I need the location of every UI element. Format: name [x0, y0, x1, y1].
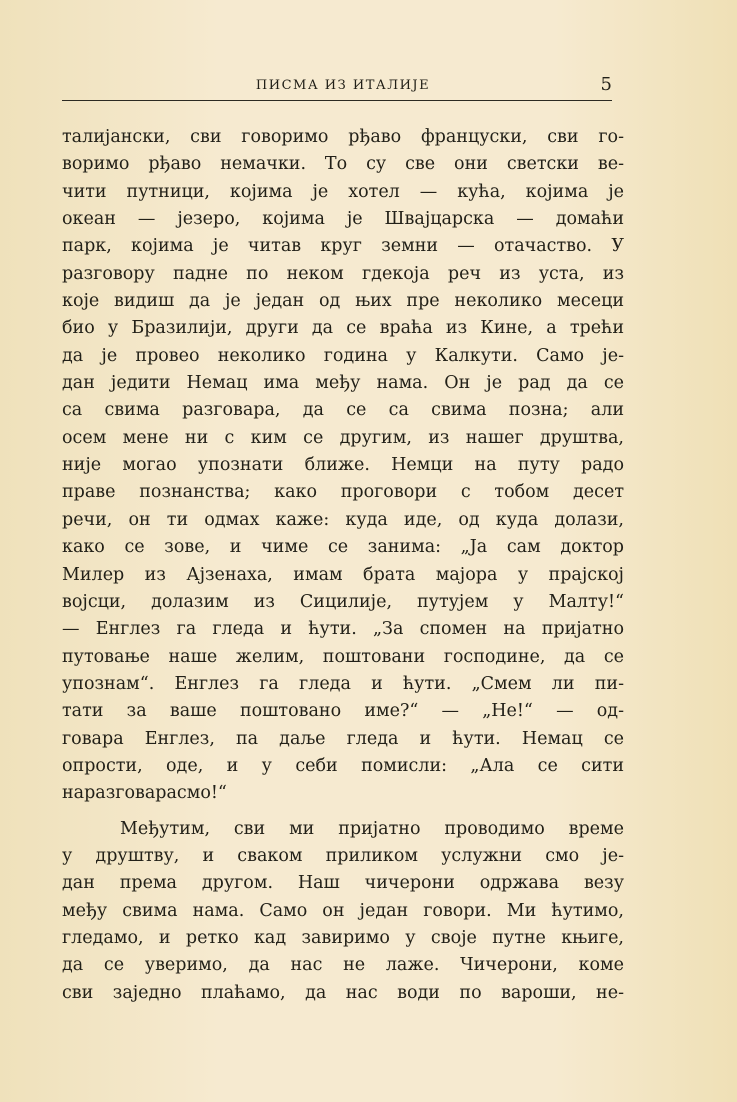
paragraph-gap [62, 808, 624, 816]
text-line: да се уверимо, да нас не лаже. Чичерони, коме [62, 955, 624, 976]
paragraph [62, 124, 624, 808]
text-line: опрости, оде, и у себи помисли: „Ала се сити [62, 755, 624, 776]
text-line: Милер из Ајзенаха, имам брата мајора у прајској [62, 564, 624, 585]
text-line: био у Бразилији, други да се враћа из Кине, а трећи [62, 318, 624, 339]
text-line: са свима разговара, да се са свима позна; али [62, 400, 624, 421]
text-line: воримо рђаво немачки. То су све они светски ве- [62, 154, 624, 175]
paragraph [62, 816, 624, 1007]
text-line: упознам“. Енглез га гледа и ћути. „Смем ли пи- [62, 673, 624, 694]
text-line: међу свима нама. Само он један говори. Ми ћутимо, [62, 900, 624, 921]
text-line: талијански, сви говоримо рђаво француски, сви го- [62, 127, 624, 147]
text-line: сви заједно плаћамо, да нас води по вароши, не- [62, 982, 624, 1003]
running-title: ПИСМА ИЗ ИТАЛИЈЕ [255, 78, 431, 93]
text-line: тати за ваше поштовано име?“ — „Не!“ — од- [62, 701, 624, 722]
text-line: парк, којима је читав круг земни — отачаство. У [62, 236, 624, 257]
text-line: дан према другом. Наш чичерони одржава везу [62, 873, 624, 894]
text-line: које видиш да је један од њих пре неколико месеци [62, 291, 624, 312]
text-line: разговору падне по неком гдекоја реч из уста, из [62, 263, 624, 284]
text-line: океан — језеро, којима је Швајцарска — домаћи [62, 209, 624, 230]
text-line: путовање наше желим, поштовани господине, да се [62, 646, 624, 667]
text-line: говара Енглез, па даље гледа и ћути. Немац се [62, 728, 624, 749]
text-line: гледамо, и ретко кад завиримо у своје путне књиге, [62, 927, 624, 948]
page-number: 5 [600, 74, 612, 95]
text-line: није могао упознати ближе. Немци на путу радо [62, 455, 624, 476]
text-line: како се зове, и чиме се занима: „Ја сам доктор [62, 537, 624, 558]
text-line: војсци, долазим из Сицилије, путујем у Малту!“ [62, 591, 624, 612]
text-line: да је провео неколико година у Калкути. Само је- [62, 345, 624, 366]
text-line: речи, он ти одмах каже: куда иде, од куда долази, [62, 509, 624, 530]
text-line: — Енглез га гледа и ћути. „За спомен на пријатно [62, 619, 624, 640]
text-line: чити путници, којима је хотел — кућа, којима је [62, 181, 624, 202]
text-line: Међутим, сви ми пријатно проводимо време [120, 818, 624, 839]
text-line: у друштву, и сваком приликом услужни смо је- [62, 845, 624, 866]
text-line: дан једити Немац има међу нама. Он је рад да се [62, 373, 624, 394]
text-line: праве познанства; како проговори с тобом десет [62, 482, 624, 503]
body-text [62, 124, 624, 1007]
running-head [62, 74, 624, 96]
text-line: осем мене ни с ким се другим, из нашег друштва, [62, 427, 624, 448]
text-line: наразговарасмо!“ [62, 783, 227, 804]
header-rule [62, 100, 612, 101]
